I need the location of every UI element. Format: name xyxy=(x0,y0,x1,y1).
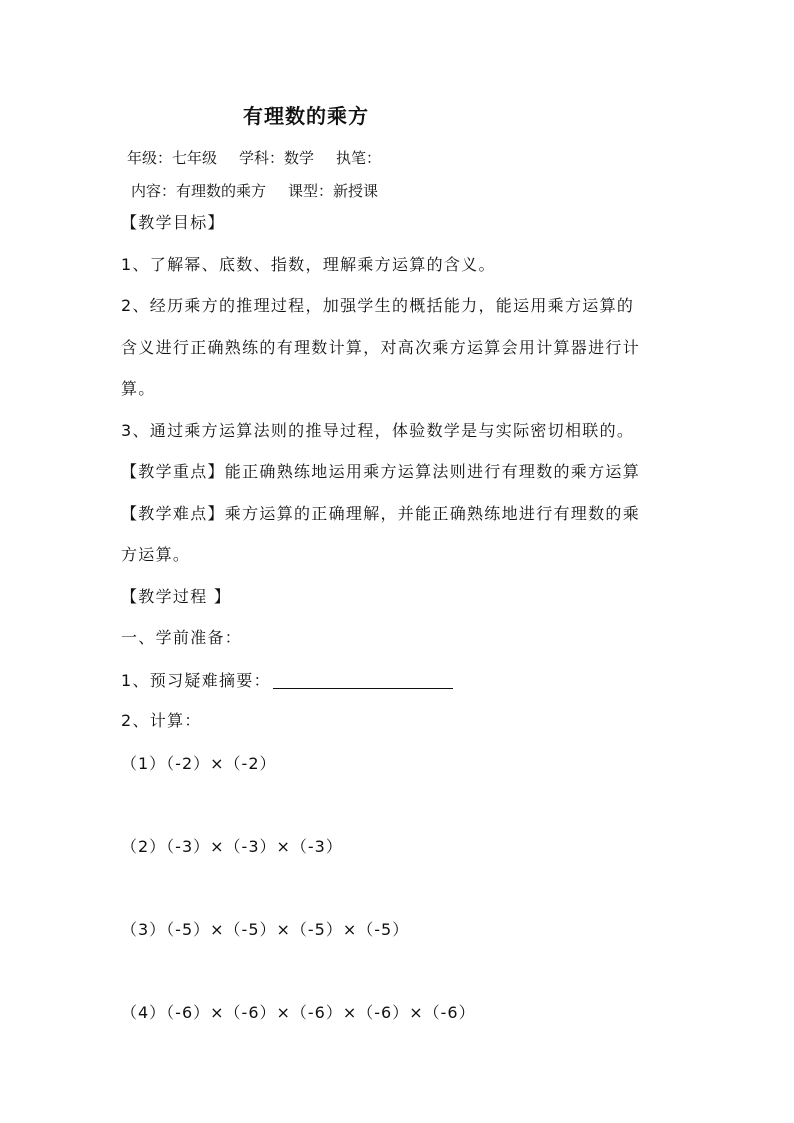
preview-row xyxy=(121,672,453,689)
meta-row-2 xyxy=(131,184,378,199)
preview-blank-line[interactable] xyxy=(273,672,453,689)
grade-label: 年级：七年级 xyxy=(127,149,218,167)
exercise-4: （4）（-6）×（-6）×（-6）×（-6）×（-6） xyxy=(121,1003,476,1022)
document-title: 有理数的乘方 xyxy=(243,104,369,128)
objectives-heading: 【教学目标】 xyxy=(121,213,225,232)
objective-2-line-2: 含义进行正确熟练的有理数计算，对高次乘方运算会用计算器进行计 xyxy=(121,338,641,357)
meta-row-1 xyxy=(127,151,381,166)
exercise-2: （2）（-3）×（-3）×（-3） xyxy=(121,837,343,856)
objective-3: 3、通过乘方运算法则的推导过程，体验数学是与实际密切相联的。 xyxy=(121,421,635,440)
author-label: 执笔： xyxy=(336,149,382,167)
content-label: 内容：有理数的乘方 xyxy=(131,182,267,200)
preview-label: 1、预习疑难摘要： xyxy=(121,671,271,690)
process-heading: 【教学过程 】 xyxy=(121,587,232,606)
objective-1: 1、了解幂、底数、指数，理解乘方运算的含义。 xyxy=(121,255,496,274)
key-point: 【教学重点】能正确熟练地运用乘方运算法则进行有理数的乘方运算 xyxy=(121,462,641,481)
objective-2-line-3: 算。 xyxy=(121,379,156,398)
difficulty-line-1: 【教学难点】乘方运算的正确理解，并能正确熟练地进行有理数的乘 xyxy=(121,504,641,523)
lesson-type-label: 课型：新授课 xyxy=(288,182,379,200)
difficulty-line-2: 方运算。 xyxy=(121,545,191,564)
prep-heading: 一、学前准备： xyxy=(121,628,243,647)
subject-label: 学科：数学 xyxy=(239,149,315,167)
objective-2-line-1: 2、经历乘方的推理过程，加强学生的概括能力，能运用乘方运算的 xyxy=(121,296,635,315)
exercise-3: （3）（-5）×（-5）×（-5）×（-5） xyxy=(121,920,410,939)
exercise-1: （1）（-2）×（-2） xyxy=(121,754,277,773)
calc-heading: 2、计算： xyxy=(121,711,202,730)
